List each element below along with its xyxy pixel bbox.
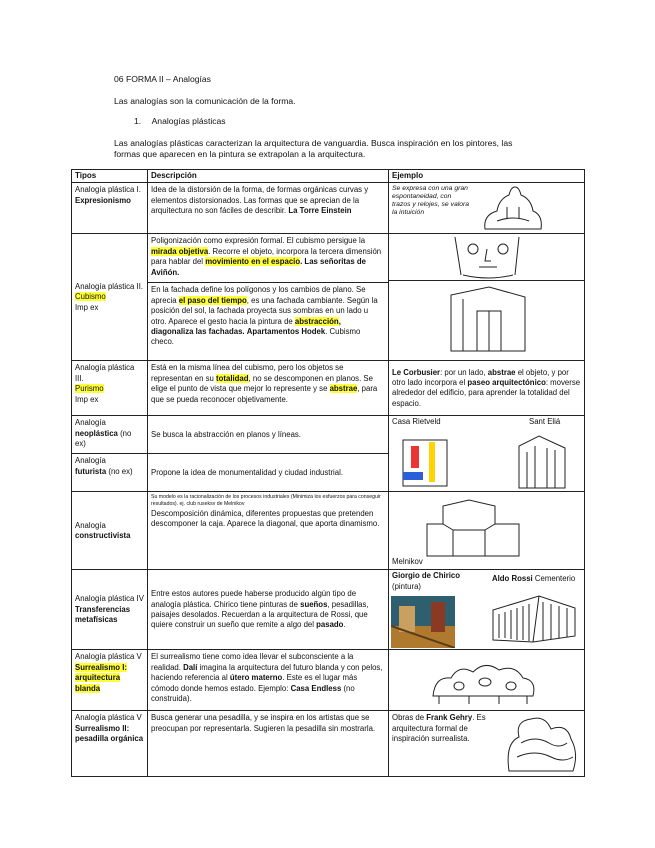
row-descripcion: [148, 416, 389, 454]
ej-text: : por un lado,: [440, 367, 488, 377]
gehry-sketch: [501, 713, 581, 775]
tipo-name: Expresionismo: [75, 195, 131, 205]
ej-text: (pintura): [392, 581, 422, 591]
tipo-label: Analogía plástica V: [75, 652, 142, 662]
row-ejemplo: [389, 361, 585, 416]
desc-text: , no se descomponen en planos. Se elige el punto de vista que mejor lo represente y se: [151, 373, 373, 394]
ej-bold: Frank Gehry: [426, 713, 473, 723]
desc-text: Propone la idea de monumentalidad y ciudad industrial.: [151, 467, 344, 477]
desc-text: , para que se pueda reconocer objetivamente.: [151, 384, 378, 404]
row-tipo: [72, 454, 148, 492]
desc-bold: La Torre Einstein: [288, 206, 352, 216]
desc-bold: Casa Endless: [290, 683, 342, 693]
desc-text: Descomposición dinámica, diferentes propuestas que pretenden descomponer la caja. Aparece la diagonal, que aporta dinamismo.: [151, 508, 380, 529]
desc-bold: . Las señoritas de Aviñón.: [151, 257, 366, 277]
header-ejemplo: Ejemplo: [389, 170, 585, 183]
tipo-name: Transferencias metafísicas: [75, 604, 131, 625]
list-number: 1.: [134, 116, 142, 126]
intro-paragraph: Las analogías plásticas caracterizan la arquitectura de vanguardia. Busca inspiración en los pintores, las formas que aparecen en la pintura se extrapolan a la arquitectura.: [114, 138, 513, 159]
desc-text: Poligonización como expresión formal. El cubismo persigue la: [151, 236, 366, 246]
desc-bold: sueños: [300, 599, 328, 609]
ej-text: Obras de: [392, 713, 427, 723]
row-tipo: [72, 361, 148, 416]
tipo-label: Analogía: [75, 520, 106, 530]
rietveld-santelia-sketch: [389, 428, 585, 494]
row-ejemplo: [389, 650, 585, 711]
row-tipo: [72, 650, 148, 711]
ej-text: : moverse alrededor del edificio, para aprender la totalidad del espacio.: [392, 378, 581, 408]
desc-highlight: movimiento en el espacio: [205, 257, 301, 267]
desc-text: , pesadillas, paisajes desolados. Recuerdan a la arquitectura de Rossi, que quiere construir un sueño que remite a algo del: [151, 599, 369, 630]
list-item-label: Analogías plásticas: [151, 116, 226, 126]
header-descripcion: Descripción: [148, 170, 389, 183]
chirico-caption: [392, 571, 460, 592]
ej-bold: Giorgio de Chirico: [392, 571, 461, 581]
desc-highlight: totalidad: [216, 373, 249, 383]
table-row: [72, 361, 585, 416]
desc-note: Su modelo es la racionalización de los procesos industriales (Minimiza los esfuerzos para conseguir resultados). ej. club ruseksv de Melnikov: [151, 494, 381, 507]
tipo-label: Analogía plástica II.: [75, 281, 144, 291]
tipo-note: (no ex): [75, 428, 132, 449]
tipo-note: Imp ex: [75, 302, 99, 312]
desc-block-1: [148, 234, 388, 283]
desc-text: Busca generar una pesadilla, y se inspira en los artistas que se preocupan por representarla. Sugieren la pesadilla sin mostrarla.: [151, 713, 376, 733]
desc-highlight: el paso del tiempo: [178, 295, 247, 305]
desc-text: .: [343, 620, 346, 630]
ej-text: Cementerio: [532, 574, 576, 584]
row-ejemplo: [389, 492, 585, 570]
desc-text: Idea de la distorsión de la forma, de formas orgánicas curvas y elementos distorsionados. Las formas que se aprecian de la arquitectura no son fáciles de describir.: [151, 185, 369, 216]
header-tipos: Tipos: [72, 170, 148, 183]
desc-bold: , diagonaliza las fachadas.: [151, 316, 341, 337]
desc-highlight: mirada objetiva: [151, 246, 209, 256]
face-sketch-icon: [449, 235, 529, 279]
example-caption: Melnikov: [392, 557, 423, 566]
ej-bold: paseo arquitectónico: [467, 378, 546, 387]
example-caption: Sant Eliá: [529, 417, 561, 427]
table-row: [72, 234, 585, 361]
melnikov-sketch: [423, 496, 523, 560]
row-tipo: [72, 711, 148, 777]
tipo-name: futurista: [75, 466, 107, 476]
rossi-cemetery-sketch: [489, 590, 579, 644]
row-ejemplo: [389, 570, 585, 650]
desc-text: , es una fachada cambiante. Según la posición del sol, la fachada proyecta sus sombras en un lado u otro. Aparece el gesto hacia la pintura de: [151, 295, 378, 326]
table-row: [72, 650, 585, 711]
tipo-name: Purismo: [75, 384, 104, 394]
table-row: [72, 711, 585, 777]
desc-bold: Apartamentos Hodek: [246, 327, 326, 337]
desc-text: Está en la misma línea del cubismo, pero los objetos se representan en su: [151, 363, 344, 383]
row-descripcion: [148, 711, 389, 777]
row-tipo: [72, 570, 148, 650]
desc-text: Se busca la abstracción en planos y líneas.: [151, 429, 301, 439]
desc-highlight: abstrae: [329, 384, 358, 394]
example-caption: Casa Rietveld: [392, 417, 441, 427]
row-descripcion: [148, 361, 389, 416]
tipo-name: Cubismo: [75, 292, 106, 302]
ej-bold: abstrae: [487, 367, 516, 377]
desc-block-2: [148, 283, 388, 360]
desc-highlight: abstracción: [294, 316, 339, 326]
tipo-label: Analogía plástica III.: [75, 363, 135, 383]
endless-house-sketch: [429, 656, 539, 706]
desc-text: Entre estos autores puede haberse producido algún tipo de analogía plástica. Chirico tiene pinturas de: [151, 589, 357, 609]
tipo-label: Analogía: [75, 418, 106, 428]
row-descripcion: [148, 454, 389, 492]
desc-text: imagina la arquitectura del futuro blanda y con pelos, haciendo referencia al: [151, 662, 383, 683]
desc-bold: útero materno: [229, 673, 283, 683]
row-ejemplo: [389, 416, 585, 492]
desc-bold: pasado: [316, 620, 344, 630]
analogies-table: [71, 169, 585, 777]
tipo-label: Analogía plástica IV: [75, 594, 144, 604]
tipo-note: Imp ex: [75, 394, 99, 404]
desc-text: . Cubismo checo.: [151, 327, 361, 347]
tipo-name: neoplástica: [75, 428, 118, 438]
tipo-note: (no ex): [106, 466, 133, 476]
row-descripcion: [148, 570, 389, 650]
rossi-caption: [492, 574, 575, 584]
ej-bold: Le Corbusier: [392, 367, 441, 377]
row-ejemplo: [389, 234, 585, 361]
tipo-name: constructivista: [75, 530, 131, 540]
ej-text: el objeto, y por otro lado incorpora el: [392, 367, 569, 387]
list-item: [134, 116, 226, 127]
ej-text: . Es arquitectura formal de inspiración surrealista.: [392, 713, 486, 744]
table-row: [72, 183, 585, 234]
row-tipo: [72, 183, 148, 234]
row-descripcion: [148, 650, 389, 711]
ej-bold: Aldo Rossi: [492, 574, 533, 584]
cubism-face-sketch: [389, 234, 584, 281]
table-row: [72, 492, 585, 570]
example-caption: Se expresa con una gran espontaneidad, con trazos y relojes, se valora la intuición: [392, 185, 470, 217]
desc-text: El surrealismo tiene como idea llevar el subconsciente a la realidad.: [151, 652, 354, 672]
desc-text: En la fachada define los polígonos y los cambios de plano. Se aprecia: [151, 285, 366, 305]
row-tipo: [72, 234, 148, 361]
gehry-caption: [392, 713, 492, 744]
desc-bold: Dalí: [183, 662, 198, 672]
tipo-label: Analogía plástica V: [75, 713, 142, 723]
row-tipo: [72, 492, 148, 570]
intro-text: Las analogías son la comunicación de la forma.: [114, 96, 296, 106]
row-descripcion: [148, 183, 389, 234]
einstein-tower-sketch: [477, 185, 547, 231]
row-descripcion: [148, 492, 389, 570]
row-ejemplo: [389, 711, 585, 777]
hodek-sketch: [389, 281, 584, 356]
tipo-name: Surrealismo II: pesadilla orgánica: [75, 723, 144, 744]
tipo-label: Analogía plástica I.: [75, 185, 141, 195]
row-ejemplo: [389, 183, 585, 234]
desc-text: . Recorre el objeto, incorpora la tercera dimensión para hablar del: [151, 246, 382, 267]
building-sketch-icon: [443, 285, 533, 355]
row-descripcion: [148, 234, 389, 361]
table-header-row: [72, 170, 585, 183]
tipo-name: Surrealismo I: arquitectura blanda: [75, 662, 127, 693]
row-tipo: [72, 416, 148, 454]
desc-text: . Este es el lugar más cómodo donde hemos estado. Ejemplo:: [151, 673, 358, 693]
table-row: [72, 570, 585, 650]
table-row: [72, 416, 585, 454]
desc-text: (no construida).: [151, 683, 355, 704]
chirico-painting: [391, 596, 455, 648]
document-heading: 06 FORMA II – Analogías: [114, 74, 211, 84]
tipo-label: Analogía: [75, 456, 106, 466]
